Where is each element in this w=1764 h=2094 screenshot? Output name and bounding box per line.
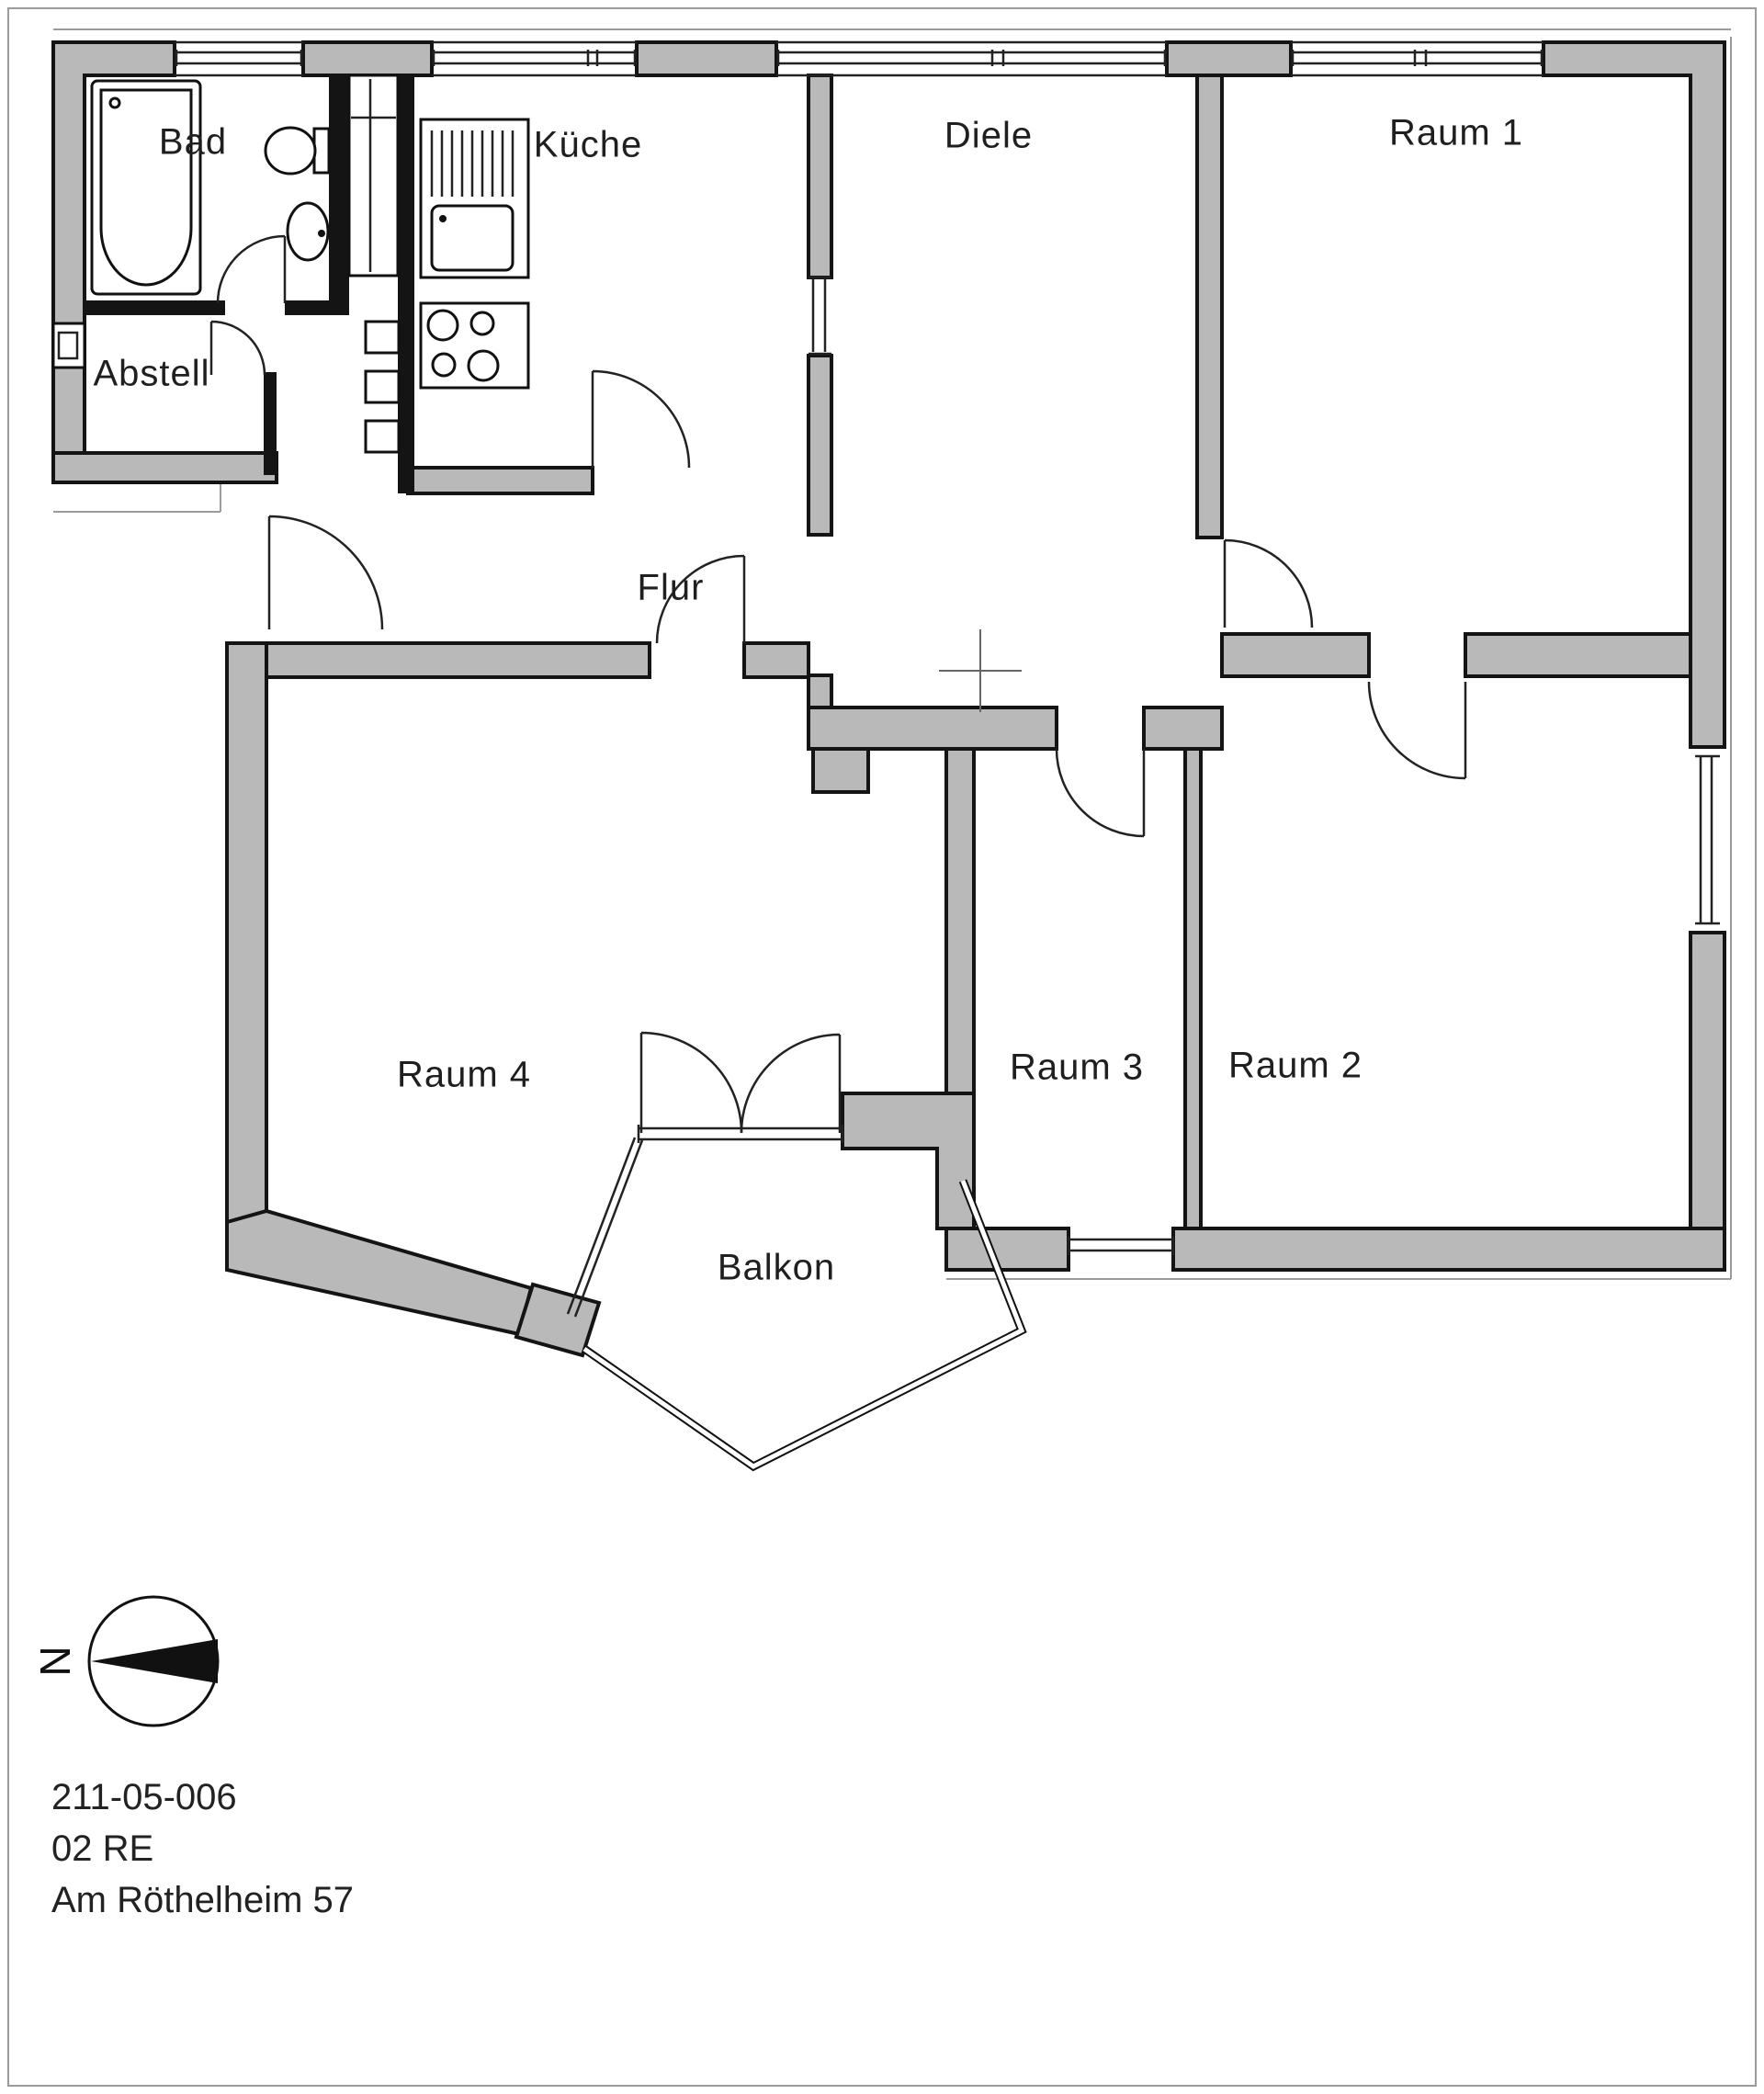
wall-diele-raum1 (1197, 75, 1222, 538)
room-label-raum2: Raum 2 (1227, 1045, 1363, 1086)
room-label-raum3: Raum 3 (1009, 1047, 1145, 1088)
flue-box-1 (366, 322, 399, 353)
wall-pillar-kueche-diele (637, 42, 776, 75)
flue-box-3 (366, 421, 399, 452)
room-label-bad: Bad (158, 121, 228, 163)
door-raum1 (1225, 540, 1312, 628)
wall-bad-east (329, 75, 349, 315)
door-balcony-right-leaf (741, 1035, 840, 1133)
wall-raum4-angled (227, 1211, 531, 1334)
wall-bad-bottom-west (85, 300, 225, 315)
room-label-raum4: Raum 4 (396, 1054, 532, 1095)
wall-raum4-top-west (227, 643, 650, 677)
door-raum3 (1057, 749, 1144, 836)
wall-raum3-step (842, 1093, 974, 1228)
door-raum2 (1369, 682, 1465, 778)
bathtub-drain (110, 98, 119, 108)
room-label-balkon: Balkon (717, 1247, 836, 1288)
room-label-kueche: Küche (533, 124, 643, 165)
window-raum3-bottom (1069, 1236, 1173, 1255)
wall-bottom-east (1173, 1228, 1724, 1270)
north-compass (89, 1597, 218, 1726)
door-kueche (593, 371, 689, 468)
kitchen-tap (439, 215, 447, 222)
wall-raum4-left (227, 643, 266, 1222)
burner-1 (428, 311, 458, 340)
room-label-flur: Flur (637, 567, 705, 608)
flue-box-2 (366, 371, 399, 402)
wall-abstell-bottom (53, 453, 277, 482)
door-abstell (211, 322, 265, 375)
wall-kueche-bottom (408, 468, 593, 493)
wall-balcony-pier (516, 1285, 599, 1355)
title-block (51, 1771, 354, 1926)
unit-code: 02 RE (51, 1828, 154, 1869)
door-bad (218, 236, 285, 303)
wall-kueche-diele-upper (808, 75, 831, 277)
wall-right-exterior-lower (1690, 933, 1724, 1270)
toilet-bowl (266, 128, 315, 174)
burner-3 (433, 354, 455, 376)
compass-north-label: N (31, 1646, 79, 1677)
window-kueche (432, 50, 637, 66)
burner-2 (471, 312, 493, 334)
wall-raum3-left (946, 749, 974, 1093)
wall-band-pocket (813, 749, 868, 792)
wall-flur-band-east (1144, 707, 1222, 749)
window-hatch-kueche-diele (808, 277, 831, 354)
duct-shaft (349, 75, 398, 276)
wall-bottom-west (946, 1228, 1069, 1270)
wall-kueche-west (398, 75, 414, 493)
window-balcony-corner (568, 1138, 642, 1317)
survey-cross (939, 629, 1022, 712)
window-raum1 (1291, 50, 1544, 66)
wall-raum1-bottom-west (1222, 634, 1369, 676)
door-balcony-left-leaf (641, 1033, 741, 1133)
wall-pillar-diele-raum1 (1167, 42, 1291, 75)
room-label-raum1: Raum 1 (1388, 112, 1524, 153)
wall-pillar-bad-kueche (303, 42, 432, 75)
window-raum2-right (1695, 756, 1720, 923)
wall-abstell-east (264, 372, 277, 475)
room-label-diele: Diele (944, 115, 1034, 156)
window-diele (776, 50, 1167, 66)
wall-raum2-raum3 (1185, 749, 1201, 1228)
fixtures (92, 75, 1022, 712)
wall-raum4-top-east (744, 643, 808, 677)
door-flur-west (269, 516, 382, 629)
wall-raum1-bottom-east (1465, 634, 1690, 676)
basin-tap (318, 230, 325, 237)
wall-flur-band-west (808, 707, 1057, 749)
address: Am Röthelheim 57 (51, 1880, 355, 1920)
burner-4 (469, 351, 498, 380)
wall-kueche-diele-lower (808, 356, 831, 535)
room-label-abstell: Abstell (93, 353, 210, 394)
window-bad (175, 52, 303, 63)
wall-jog-stub (808, 675, 831, 710)
plan-number: 211-05-006 (51, 1777, 237, 1817)
